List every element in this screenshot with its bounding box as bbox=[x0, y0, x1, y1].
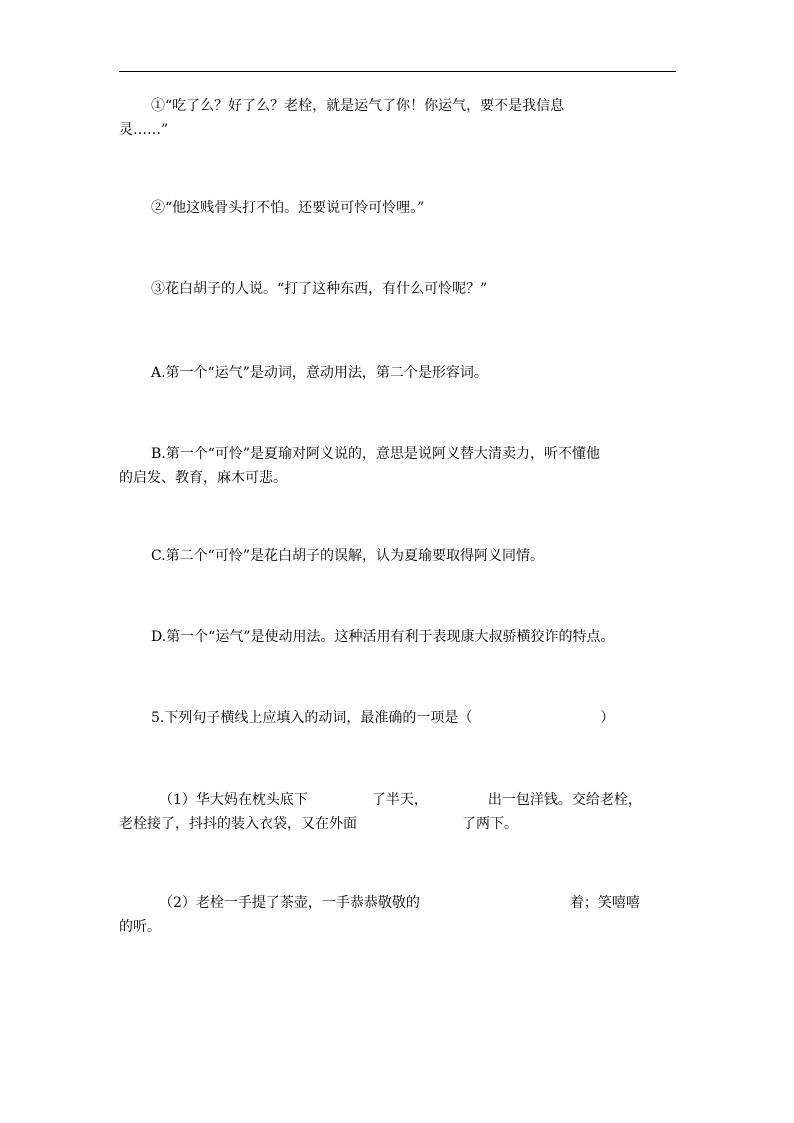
quote-2-line: ②“他这贱骨头打不怕。还要说可怜可怜哩。” bbox=[151, 200, 425, 216]
sentence-1-line-1 bbox=[119, 788, 679, 812]
quote-1 bbox=[119, 94, 679, 142]
sentence-1-line-2-part-2: 了两下。 bbox=[462, 816, 518, 832]
quote-2 bbox=[119, 196, 679, 220]
quote-3 bbox=[119, 277, 679, 301]
sentence-2-line-1 bbox=[119, 891, 679, 915]
sentence-1-line-2-part-1: 老栓接了，抖抖的装入衣袋，又在外面 bbox=[119, 816, 357, 832]
option-b bbox=[119, 442, 679, 490]
sentence-2-part-2: 着；笑嘻嘻 bbox=[569, 895, 640, 911]
sentence-1-line-2 bbox=[119, 812, 679, 836]
question-5-stem-end: ） bbox=[600, 710, 615, 726]
quote-3-line: ③花白胡子的人说。“打了这种东西，有什么可怜呢？” bbox=[151, 281, 488, 297]
sentence-2-part-1: （2）老栓一手提了茶壶，一手恭恭敬敬的 bbox=[159, 895, 420, 911]
sentence-2-line-2: 的听。 bbox=[119, 919, 161, 935]
option-a-line: A.第一个“运气”是动词，意动用法，第二个是形容词。 bbox=[151, 365, 488, 381]
option-b-line-1: B.第一个“可怜”是夏瑜对阿义说的，意思是说阿义替大清卖力，听不懂他 bbox=[151, 446, 601, 462]
quote-1-line-2: 灵……” bbox=[119, 122, 169, 138]
option-a bbox=[119, 361, 679, 385]
question-5-stem-line bbox=[119, 706, 679, 730]
option-b-line-2: 的启发、教育，麻木可悲。 bbox=[119, 470, 287, 486]
sentence-1-part-3: 出一包洋钱。交给老栓， bbox=[487, 792, 642, 808]
sentence-1 bbox=[119, 788, 679, 836]
sentence-2 bbox=[119, 891, 679, 939]
quote-1-line-1: ①“吃了么？好了么？老栓，就是运气了你！你运气，要不是我信息 bbox=[151, 98, 565, 114]
question-5-stem-text: 5.下列句子横线上应填入的动词，最准确的一项是（ bbox=[151, 710, 473, 726]
sentence-1-part-1: （1）华大妈在枕头底下 bbox=[159, 792, 308, 808]
option-c-line: C.第二个“可怜”是花白胡子的误解，认为夏瑜要取得阿义同情。 bbox=[151, 548, 544, 564]
sentence-1-part-2: 了半天， bbox=[371, 792, 428, 808]
header-rule bbox=[119, 71, 676, 72]
question-5-stem bbox=[119, 706, 679, 730]
option-d-line: D.第一个“运气”是使动用法。这种活用有利于表现康大叔骄横狡诈的特点。 bbox=[151, 629, 615, 645]
option-c bbox=[119, 544, 679, 568]
option-d bbox=[119, 625, 679, 649]
